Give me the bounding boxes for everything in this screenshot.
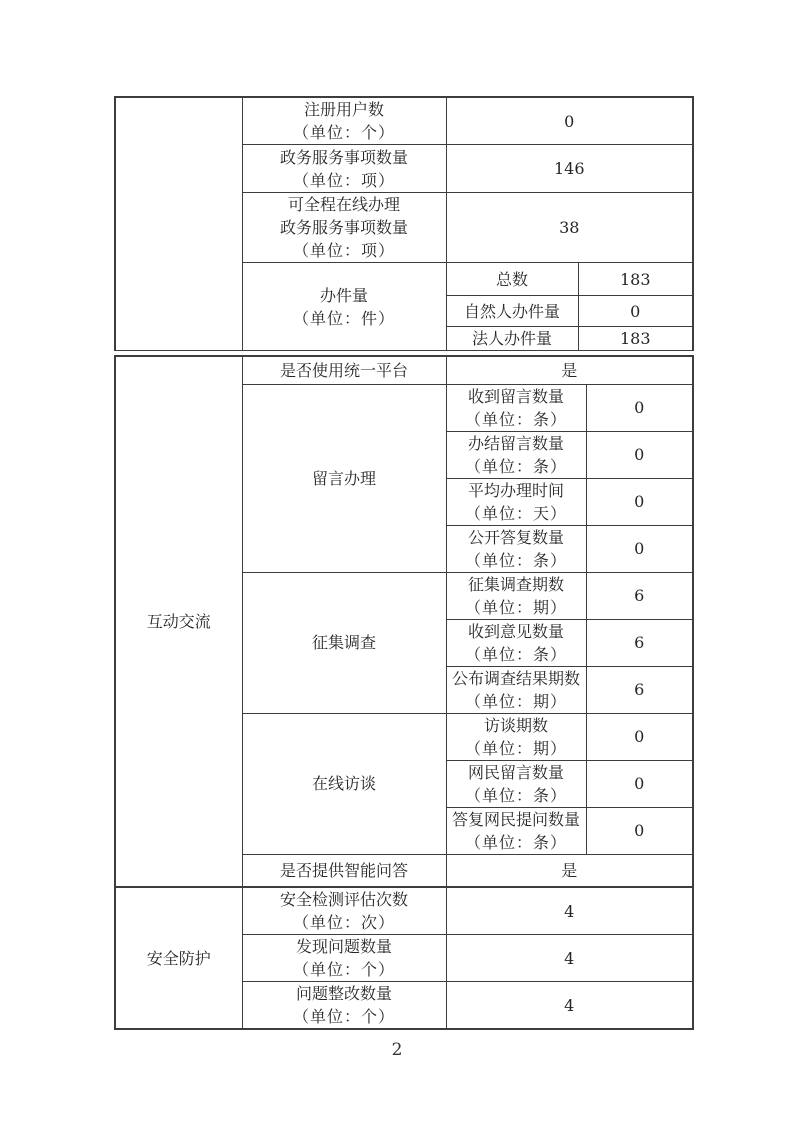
subrow-label-cell <box>446 431 586 478</box>
subrow-label: 自然人办件量 <box>446 296 578 327</box>
row-label-cell: 是否使用统一平台 <box>242 356 446 384</box>
subrow-label-cell <box>446 525 586 572</box>
subrow-unit: （单位：条） <box>464 550 567 570</box>
subrow-value: 0 <box>586 760 693 807</box>
subrow-value: 183 <box>578 327 693 351</box>
subrow-value: 0 <box>578 296 693 327</box>
subrow-label-cell <box>446 384 586 431</box>
row-label-cell <box>242 97 446 145</box>
row-label: 可全程在线办理 <box>287 195 400 214</box>
subrow-unit: （单位：天） <box>464 503 567 523</box>
row-label: 发现问题数量 <box>295 937 392 956</box>
subrow-value: 6 <box>586 619 693 666</box>
section-title: 互动交流 <box>146 612 211 631</box>
table-section-security <box>114 886 694 1030</box>
row-label: 政务服务事项数量 <box>279 147 408 167</box>
subrow-value: 0 <box>586 431 693 478</box>
group-label-cell: 在线访谈 <box>242 713 446 854</box>
subrow-label: 收到留言数量 <box>467 386 564 406</box>
subrow-unit: （单位：条） <box>464 785 567 805</box>
subrow-value: 0 <box>586 478 693 525</box>
subrow-value: 0 <box>586 713 693 760</box>
subrow-value: 0 <box>586 807 693 854</box>
row-label: 注册用户数 <box>303 100 384 119</box>
subrow-label: 答复网民提问数量 <box>451 809 580 829</box>
subrow-value: 6 <box>586 572 693 619</box>
subrow-unit: （单位：条） <box>464 644 567 664</box>
subrow-value: 6 <box>586 666 693 713</box>
subrow-value: 0 <box>586 384 693 431</box>
row-label: 政务服务事项数量 <box>279 218 408 237</box>
group-label: 办件量 <box>319 285 368 305</box>
subrow-label: 访谈期数 <box>483 715 548 735</box>
row-value: 是 <box>446 854 693 886</box>
subrow-unit: （单位：期） <box>464 738 567 758</box>
row-value: 4 <box>446 887 693 935</box>
row-label-cell: 是否提供智能问答 <box>242 854 446 886</box>
section-title-cell <box>115 887 242 1029</box>
subrow-label: 法人办件量 <box>446 327 578 351</box>
subrow-label: 网民留言数量 <box>467 762 564 782</box>
page-number: 2 <box>391 1040 403 1060</box>
group-label-cell: 留言办理 <box>242 384 446 572</box>
subrow-label: 收到意见数量 <box>467 621 564 641</box>
row-unit: （单位：项） <box>292 170 395 190</box>
row-unit: （单位：项） <box>292 241 395 260</box>
group-label-cell <box>242 263 446 351</box>
row-label-cell <box>242 145 446 193</box>
row-label: 问题整改数量 <box>295 984 392 1003</box>
subrow-label-cell <box>446 478 586 525</box>
row-unit: （单位：个） <box>292 960 395 979</box>
subrow-label-cell <box>446 572 586 619</box>
subrow-label-cell <box>446 619 586 666</box>
table-section-services <box>114 96 694 351</box>
subrow-value: 0 <box>586 525 693 572</box>
row-unit: （单位：个） <box>292 1007 395 1026</box>
subrow-label: 办结留言数量 <box>467 433 564 453</box>
report-table <box>114 96 692 1030</box>
row-unit: （单位：个） <box>292 123 395 142</box>
subrow-label-cell <box>446 666 586 713</box>
table-row <box>115 97 693 145</box>
section-title-cell <box>115 356 242 886</box>
subrow-label: 总数 <box>446 263 578 296</box>
row-value: 4 <box>446 935 693 982</box>
row-value: 146 <box>446 145 693 193</box>
group-label-cell: 征集调查 <box>242 572 446 713</box>
subrow-value: 183 <box>578 263 693 296</box>
row-unit: （单位：次） <box>292 913 395 932</box>
row-value: 0 <box>446 97 693 145</box>
subrow-label: 公布调查结果期数 <box>451 668 580 688</box>
section-title: 安全防护 <box>146 948 211 968</box>
table-row <box>115 887 693 935</box>
row-label: 安全检测评估次数 <box>279 890 408 909</box>
row-value: 38 <box>446 193 693 263</box>
row-value: 4 <box>446 982 693 1030</box>
table-section-interaction <box>114 355 694 886</box>
section1-label-cell-empty <box>115 97 242 351</box>
row-value: 是 <box>446 356 693 384</box>
subrow-label: 公开答复数量 <box>467 527 564 547</box>
row-label-cell <box>242 982 446 1030</box>
subrow-unit: （单位：条） <box>464 456 567 476</box>
subrow-unit: （单位：条） <box>464 832 567 852</box>
subrow-label-cell <box>446 713 586 760</box>
subrow-label: 平均办理时间 <box>467 480 564 500</box>
row-label-cell <box>242 887 446 935</box>
subrow-label-cell <box>446 807 586 854</box>
subrow-unit: （单位：期） <box>464 597 567 617</box>
row-label-cell <box>242 193 446 263</box>
subrow-label-cell <box>446 760 586 807</box>
subrow-unit: （单位：期） <box>464 691 567 711</box>
group-unit: （单位：件） <box>292 308 395 328</box>
row-label-cell <box>242 935 446 982</box>
subrow-label: 征集调查期数 <box>467 574 564 594</box>
subrow-unit: （单位：条） <box>464 409 567 429</box>
table-row <box>115 356 693 384</box>
